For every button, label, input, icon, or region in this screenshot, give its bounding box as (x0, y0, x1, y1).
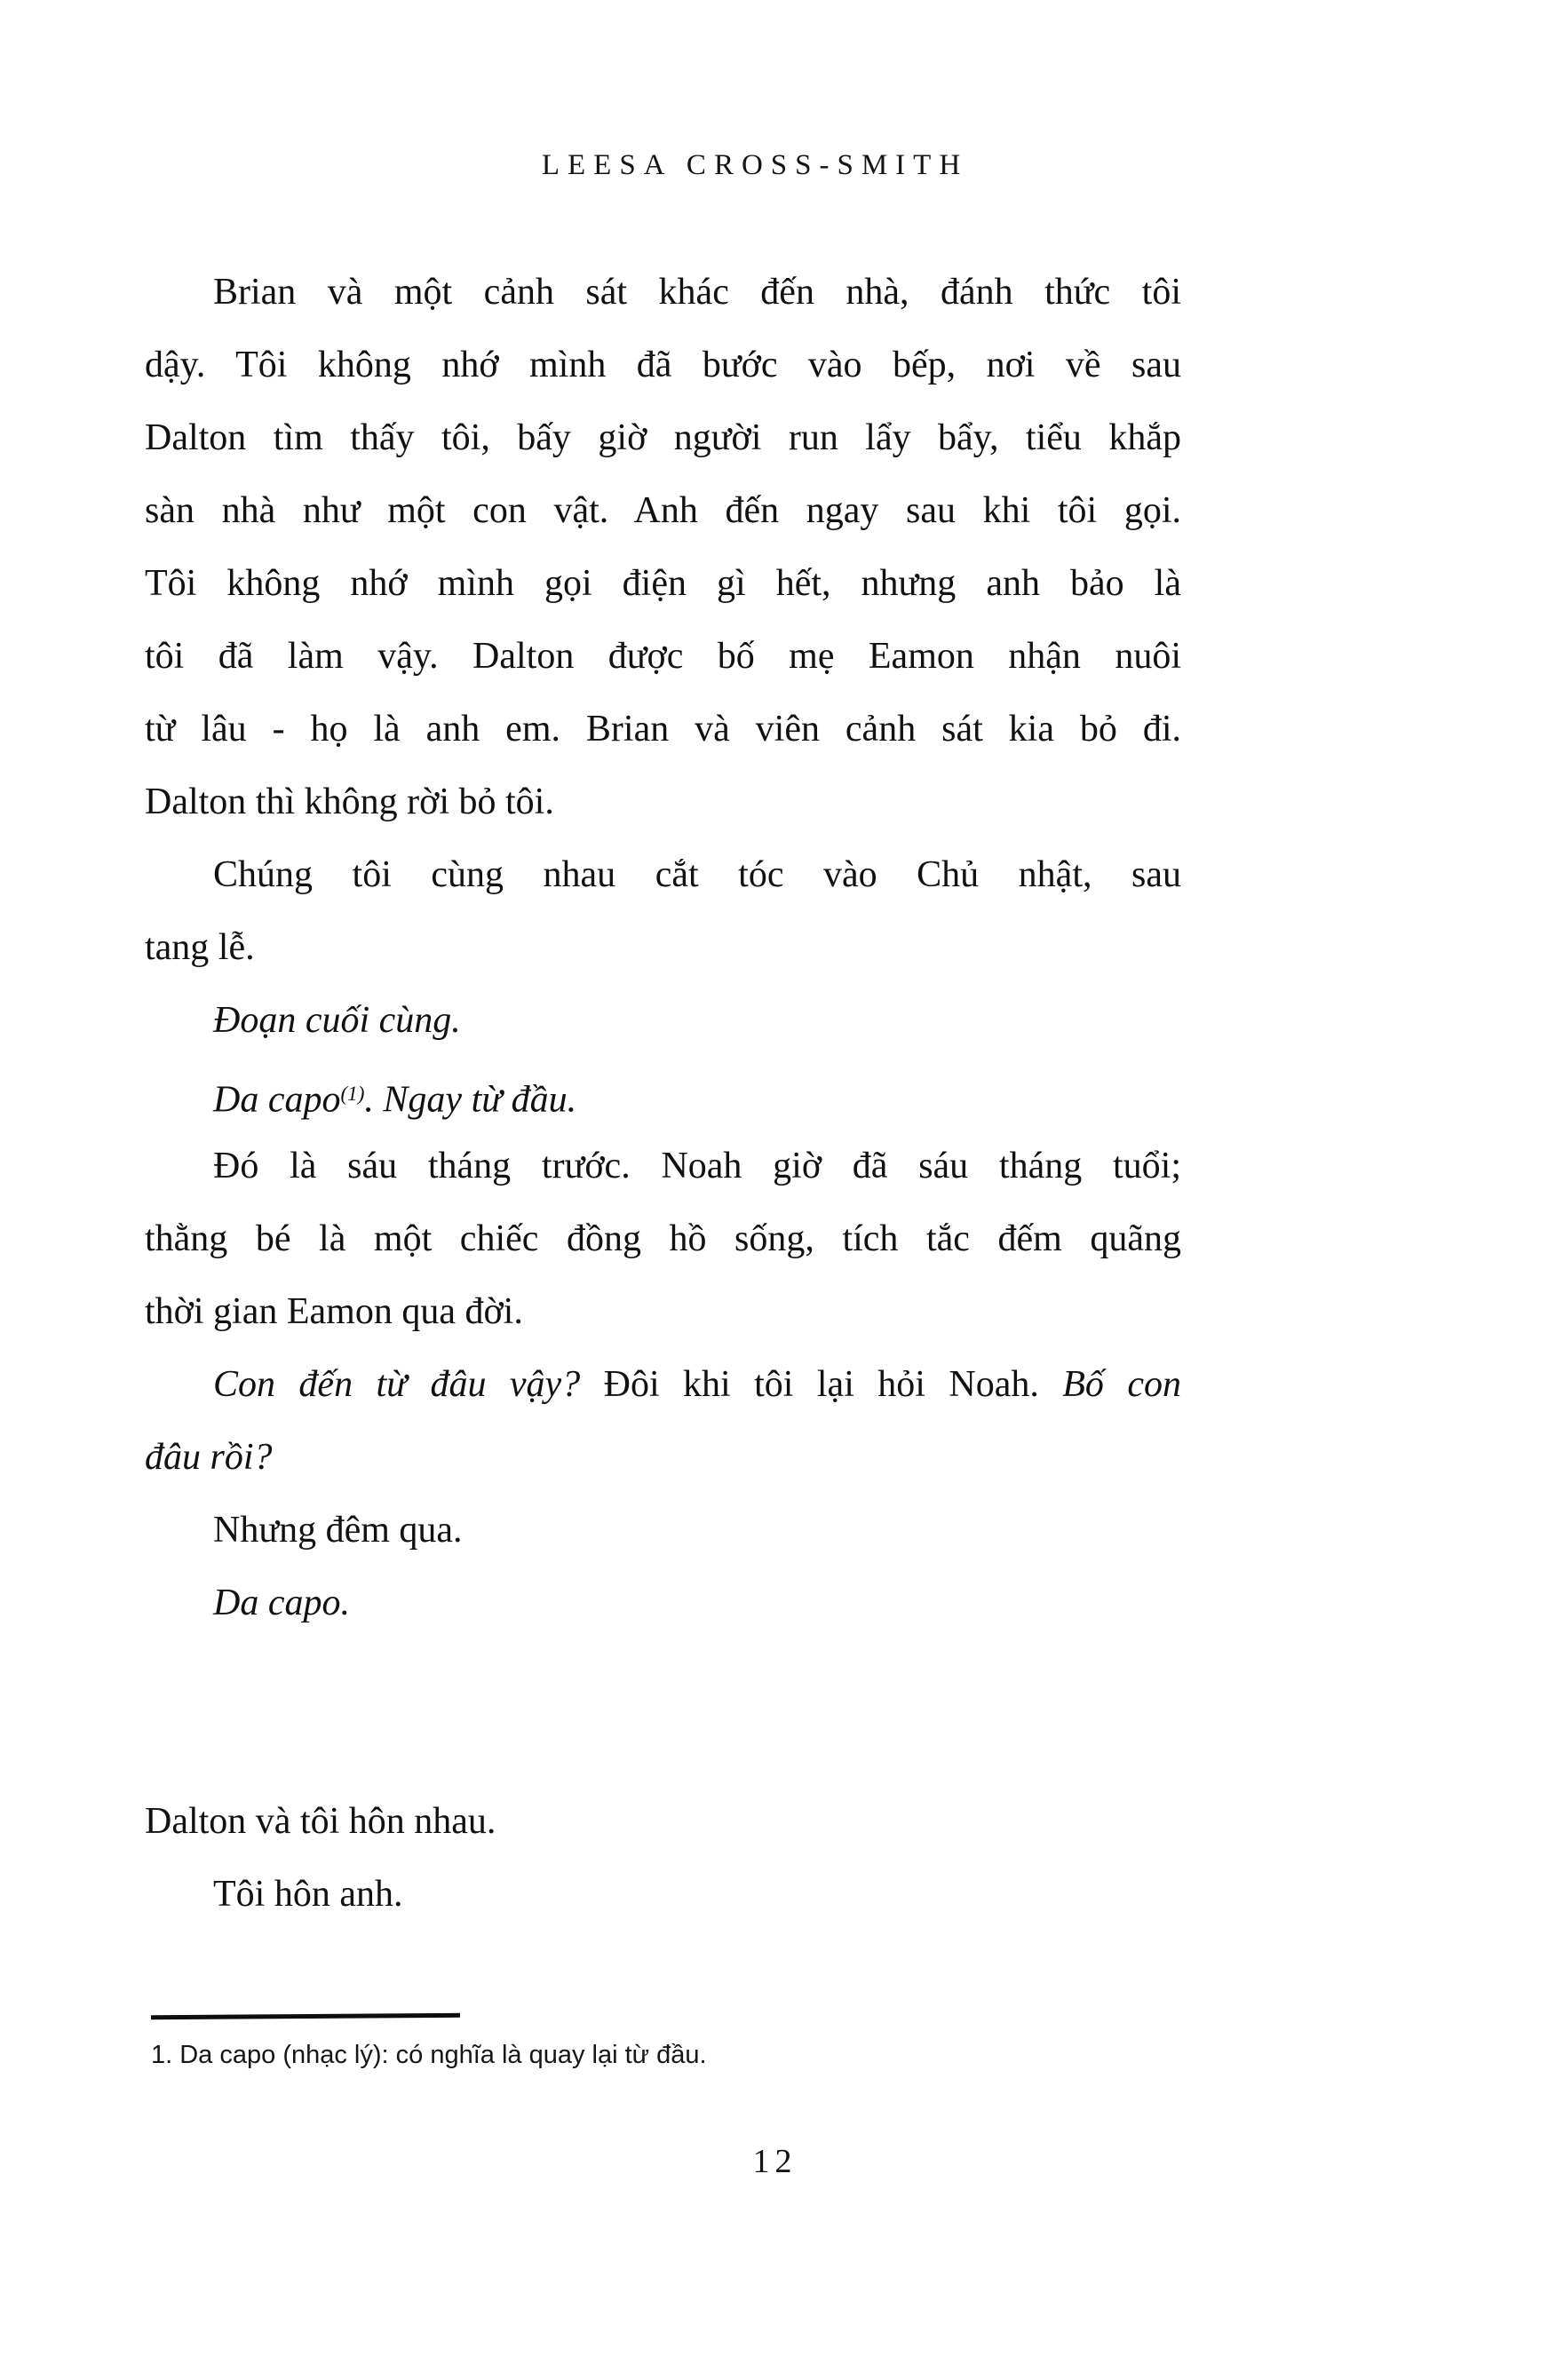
body-text (145, 256, 1181, 1931)
text-segment: Nhưng đêm qua. (213, 1510, 463, 1551)
text-line (145, 1567, 1181, 1639)
text-line (145, 474, 1181, 547)
text-line (145, 1348, 1181, 1421)
text-line (145, 1202, 1181, 1275)
text-segment: Dalton thì không rời bỏ tôi. (145, 781, 554, 822)
text-line (145, 1858, 1181, 1931)
text-line (145, 1785, 1181, 1858)
text-line (145, 329, 1181, 401)
text-line (145, 620, 1181, 693)
text-segment: thằng bé là một chiếc đồng hồ sống, tích tắc đếm quãng (145, 1218, 1181, 1259)
footnote-divider (151, 2013, 460, 2019)
text-line (145, 547, 1181, 620)
text-line (145, 766, 1181, 838)
text-segment: tang lễ. (145, 927, 255, 968)
text-segment: Đoạn cuối cùng. (213, 1000, 461, 1041)
page-number: 12 (752, 2143, 798, 2180)
text-segment: đâu rồi? (145, 1437, 273, 1478)
text-segment: dậy. Tôi không nhớ mình đã bước vào bếp, nơi về sau (145, 345, 1181, 385)
text-line (145, 1130, 1181, 1202)
text-segment: Đó là sáu tháng trước. Noah giờ đã sáu tháng tuổi; (213, 1146, 1181, 1186)
text-segment: Da capo. (213, 1583, 350, 1623)
text-line (145, 1275, 1181, 1348)
text-line (145, 838, 1181, 911)
text-segment: Tôi hôn anh. (213, 1874, 403, 1915)
text-line (145, 693, 1181, 766)
text-segment: Dalton và tôi hôn nhau. (145, 1801, 496, 1842)
text-line (145, 401, 1181, 474)
text-line (145, 984, 1181, 1057)
text-line (145, 1057, 1181, 1130)
text-line (145, 911, 1181, 984)
text-segment: thời gian Eamon qua đời. (145, 1291, 523, 1332)
text-segment: Dalton tìm thấy tôi, bấy giờ người run lẩy bẩy, tiểu khắp (145, 417, 1181, 458)
text-segment: Con đến từ đâu vậy? (213, 1364, 581, 1405)
text-segment: tôi đã làm vậy. Dalton được bố mẹ Eamon nhận nuôi (145, 636, 1181, 677)
text-segment: . Ngay từ đầu. (364, 1079, 577, 1121)
footnote-reference: (1) (340, 1082, 365, 1105)
text-segment: Bố con (1062, 1364, 1181, 1405)
blank-line (145, 1712, 1181, 1785)
text-segment: sàn nhà như một con vật. Anh đến ngay sau khi tôi gọi. (145, 490, 1181, 531)
text-line (145, 1494, 1181, 1567)
text-segment: từ lâu - họ là anh em. Brian và viên cảnh sát kia bỏ đi. (145, 709, 1181, 750)
running-header: LEESA CROSS-SMITH (541, 149, 969, 181)
text-line (145, 256, 1181, 329)
text-line (145, 1421, 1181, 1494)
text-segment: Da capo (213, 1079, 341, 1121)
text-segment: Tôi không nhớ mình gọi điện gì hết, nhưng anh bảo là (145, 563, 1181, 604)
text-segment: Đôi khi tôi lại hỏi Noah. (580, 1364, 1063, 1405)
blank-line (145, 1639, 1181, 1712)
text-segment: Chúng tôi cùng nhau cắt tóc vào Chủ nhật, sau (213, 854, 1181, 895)
text-segment: Brian và một cảnh sát khác đến nhà, đánh thức tôi (213, 272, 1181, 313)
footnote: 1. Da capo (nhạc lý): có nghĩa là quay lại từ đầu. (151, 2041, 707, 2069)
